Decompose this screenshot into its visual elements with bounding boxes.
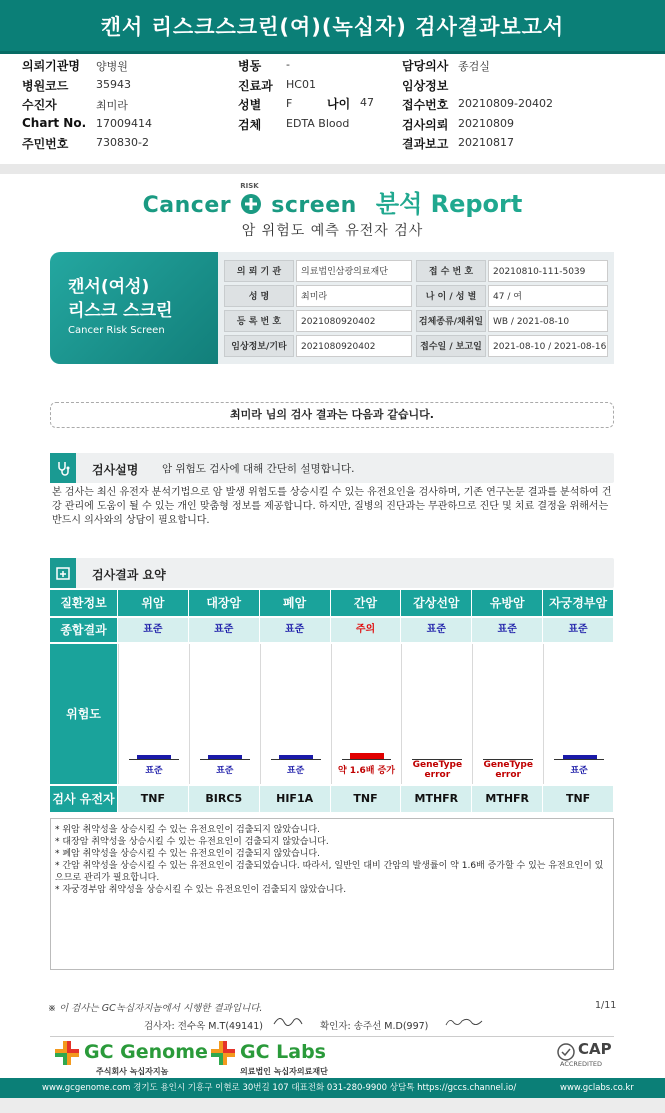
row-label: 위험도 [50, 644, 117, 784]
header-value: 730830-2 [96, 136, 149, 149]
row-label: 종합결과 [50, 618, 117, 642]
risk-cell [260, 644, 330, 784]
overall-result: 주의 [331, 618, 401, 642]
disease-header: 유방암 [472, 590, 542, 616]
risk-text: RISK [240, 182, 259, 190]
section-test-description [50, 453, 614, 483]
header-value: 20210809 [458, 116, 514, 130]
card-subtitle: Cancer Risk Screen [68, 325, 165, 336]
risk-bar [208, 755, 242, 759]
gc-genome-text: GC Genome [84, 1041, 208, 1063]
header-label: 임상정보 [402, 78, 449, 93]
header-label: 결과보고 [402, 137, 449, 151]
tester: 검사자: 전수옥 M.T(49141) [144, 1021, 263, 1032]
brand-cancer: Cancer [142, 193, 232, 218]
cap-logo [556, 1040, 618, 1072]
info-value: 2021080920402 [296, 335, 412, 357]
brand-report: 분석 Report [375, 190, 523, 218]
risk-label: 약 1.6배 증가 [337, 766, 395, 776]
header-label: 검사의뢰 [402, 117, 449, 132]
signature-1 [272, 1012, 306, 1034]
info-value: WB / 2021-08-10 [488, 310, 608, 332]
risk-baseline [342, 759, 392, 760]
age-value: 47 [360, 96, 374, 109]
header-info [0, 54, 665, 164]
info-label: 성 명 [224, 285, 294, 307]
header-value: 35943 [96, 77, 131, 91]
gc-genome-logo [54, 1040, 208, 1076]
risk-cell [401, 644, 471, 784]
footer-bar-text [0, 1078, 665, 1098]
info-label: 나 이 / 성 별 [416, 285, 486, 307]
cap-text: CAP [578, 1040, 612, 1058]
brand-screen: screen [271, 193, 357, 218]
note-line: * 위암 취약성을 상승시킬 수 있는 유전요인이 검출되지 않았습니다. [55, 825, 320, 835]
header-label: 의뢰기관명 [22, 59, 80, 73]
test-gene: TNF [331, 786, 401, 812]
risk-bar [563, 755, 597, 759]
risk-label: 표준 [570, 766, 588, 776]
risk-baseline [271, 759, 321, 760]
report-title: 캔서 리스크스크린(여)(녹십자) 검사결과보고서 [0, 0, 665, 54]
overall-result: 표준 [118, 618, 188, 642]
row-label: 검사 유전자 [50, 786, 117, 812]
overall-result: 표준 [543, 618, 613, 642]
info-label: 검체종류/채취일 [416, 310, 486, 332]
risk-bar [137, 755, 171, 759]
info-value: 2021080920402 [296, 310, 412, 332]
gc-labs-sub: 의료법인 녹십자의료재단 [240, 1067, 328, 1076]
disease-header: 위암 [118, 590, 188, 616]
risk-cell [189, 644, 259, 784]
confirmer: 확인자: 송주선 M.D(997) [320, 1021, 429, 1032]
section-title: 검사설명 [92, 463, 139, 477]
header-value: 종검실 [458, 60, 490, 73]
risk-label: GeneType error [483, 760, 533, 780]
cap-badge-icon [556, 1042, 576, 1062]
risk-baseline [554, 759, 604, 760]
test-gene: HIF1A [260, 786, 330, 812]
risk-label: 표준 [286, 766, 305, 776]
stethoscope-icon [50, 453, 76, 483]
overall-result: 표준 [401, 618, 471, 642]
disease-header: 대장암 [189, 590, 259, 616]
header-label: 성별 [238, 98, 262, 112]
risk-baseline [200, 759, 250, 760]
signature-2 [444, 1014, 484, 1033]
header-label: 접수번호 [402, 98, 449, 112]
header-value: 최미라 [96, 99, 128, 112]
test-gene: TNF [118, 786, 188, 812]
risk-plus-icon [239, 182, 263, 216]
info-value: 최미라 [296, 285, 412, 307]
overall-result: 표준 [260, 618, 330, 642]
card-title-2: 리스크 스크린 [68, 301, 173, 321]
header-label: 검체 [238, 117, 262, 132]
footer-address: www.gcgenome.com 경기도 용인시 기흥구 이현로 30번길 107 대표전화 031-280-9900 상담톡 https://gccs.channel.io/ [42, 1083, 517, 1093]
risk-cell [472, 644, 542, 784]
info-value: 47 / 여 [488, 285, 608, 307]
page-bottom [0, 1098, 665, 1113]
disease-header: 폐암 [260, 590, 330, 616]
header-label: 담당의사 [402, 59, 449, 73]
gc-cross-icon [54, 1040, 80, 1066]
section-result-summary [50, 558, 614, 588]
header-value: EDTA Blood [286, 116, 350, 130]
header-value: 양병원 [96, 60, 128, 73]
age-label: 나이 [327, 97, 351, 111]
header-value: 20210809-20402 [458, 97, 553, 110]
risk-bar [350, 753, 384, 759]
page-number: 1/11 [595, 1000, 617, 1011]
patient-info-grid [218, 252, 614, 364]
results-table [50, 590, 614, 814]
divider [0, 164, 665, 174]
disease-header: 자궁경부암 [543, 590, 613, 616]
info-label: 접수일 / 보고일 [416, 335, 486, 357]
note-line: * 폐암 취약성을 상승시킬 수 있는 유전요인이 검출되지 않았습니다. [55, 849, 320, 859]
risk-label: GeneType error [412, 760, 463, 780]
result-notes [50, 818, 614, 970]
header-value: 17009414 [96, 116, 152, 130]
header-label: Chart No. [22, 115, 87, 130]
note-line: * 대장암 취약성을 상승시킬 수 있는 유전요인이 검출되지 않았습니다. [55, 837, 329, 847]
info-label: 의 뢰 기 관 [224, 260, 294, 282]
header-label: 주민번호 [22, 137, 69, 151]
risk-label: 표준 [145, 766, 163, 776]
info-value: 20210810-111-5039 [488, 260, 608, 282]
report-icon [50, 558, 76, 588]
info-label: 등 록 번 호 [224, 310, 294, 332]
risk-baseline [129, 759, 179, 760]
info-value: 2021-08-10 / 2021-08-16 [488, 335, 608, 357]
header-value: HC01 [286, 77, 316, 91]
description-text: 본 검사는 최신 유전자 분석기법으로 암 발생 위험도를 상승시킬 수 있는 유전요인을 검사하며, 기존 연구논문 결과를 분석하여 건강 관리에 도움이 될 수 있는 개인 맞춤형 정보를 제공합니다. 하지만, 질병의 진단과는 무관하므로 진단 및 치료 결정을 위해서는 반드시 의사와의 상담이 필요합니다. [52, 487, 612, 526]
subtitle: 암 위험도 예측 유전자 검사 [241, 223, 424, 239]
row-label: 질환정보 [50, 590, 117, 616]
gc-labs-logo [210, 1040, 328, 1076]
risk-cell [543, 644, 613, 784]
cap-sub: ACCREDITED [560, 1060, 603, 1068]
test-gene: BIRC5 [189, 786, 259, 812]
card-title-1: 캔서(여성) [68, 277, 150, 297]
header-label: 진료과 [238, 78, 273, 93]
header-value: F [286, 97, 293, 110]
risk-cell [118, 644, 188, 784]
risk-label: 표준 [216, 766, 234, 776]
info-value: 의료법인삼광의료재단 [296, 260, 412, 282]
footer-note: ※ 이 검사는 GC녹십자지놈에서 시행한 결과입니다. [48, 1003, 263, 1014]
overall-result: 표준 [189, 618, 259, 642]
section-desc: 암 위험도 검사에 대해 간단히 설명합니다. [162, 463, 355, 475]
note-line: * 간암 취약성을 상승시킬 수 있는 유전요인이 검출되었습니다. 따라서, 일반인 대비 간암의 발생률이 약 1.6배 증가할 수 있는 유전요인이 있으므로 관리가 필요합니다. [55, 861, 604, 883]
gc-genome-sub: 주식회사 녹십자지놈 [96, 1067, 169, 1076]
gc-cross-icon [210, 1040, 236, 1066]
note-line: * 자궁경부암 취약성을 상승시킬 수 있는 유전요인이 검출되지 않았습니다. [55, 885, 347, 895]
header-label: 병동 [238, 59, 262, 73]
header-label: 병원코드 [22, 78, 69, 93]
header-label: 수진자 [22, 98, 57, 112]
overall-result: 표준 [472, 618, 542, 642]
header-value: - [286, 58, 290, 71]
disease-header: 갑상선암 [401, 590, 471, 616]
gc-labs-text: GC Labs [240, 1041, 326, 1063]
product-card [50, 252, 218, 364]
result-notice: 최미라 님의 검사 결과는 다음과 같습니다. [50, 402, 614, 428]
risk-cell [331, 644, 401, 784]
brand-logo [0, 184, 665, 219]
footer-website: www.gclabs.co.kr [560, 1083, 634, 1093]
info-label: 접 수 번 호 [416, 260, 486, 282]
risk-bar [279, 755, 313, 759]
footer-divider [50, 1036, 614, 1037]
test-gene: TNF [543, 786, 613, 812]
test-gene: MTHFR [472, 786, 542, 812]
header-value: 20210817 [458, 136, 514, 149]
disease-header: 간암 [331, 590, 401, 616]
test-gene: MTHFR [401, 786, 471, 812]
info-label: 임상정보/기타 [224, 335, 294, 357]
section-title: 검사결과 요약 [92, 568, 166, 582]
